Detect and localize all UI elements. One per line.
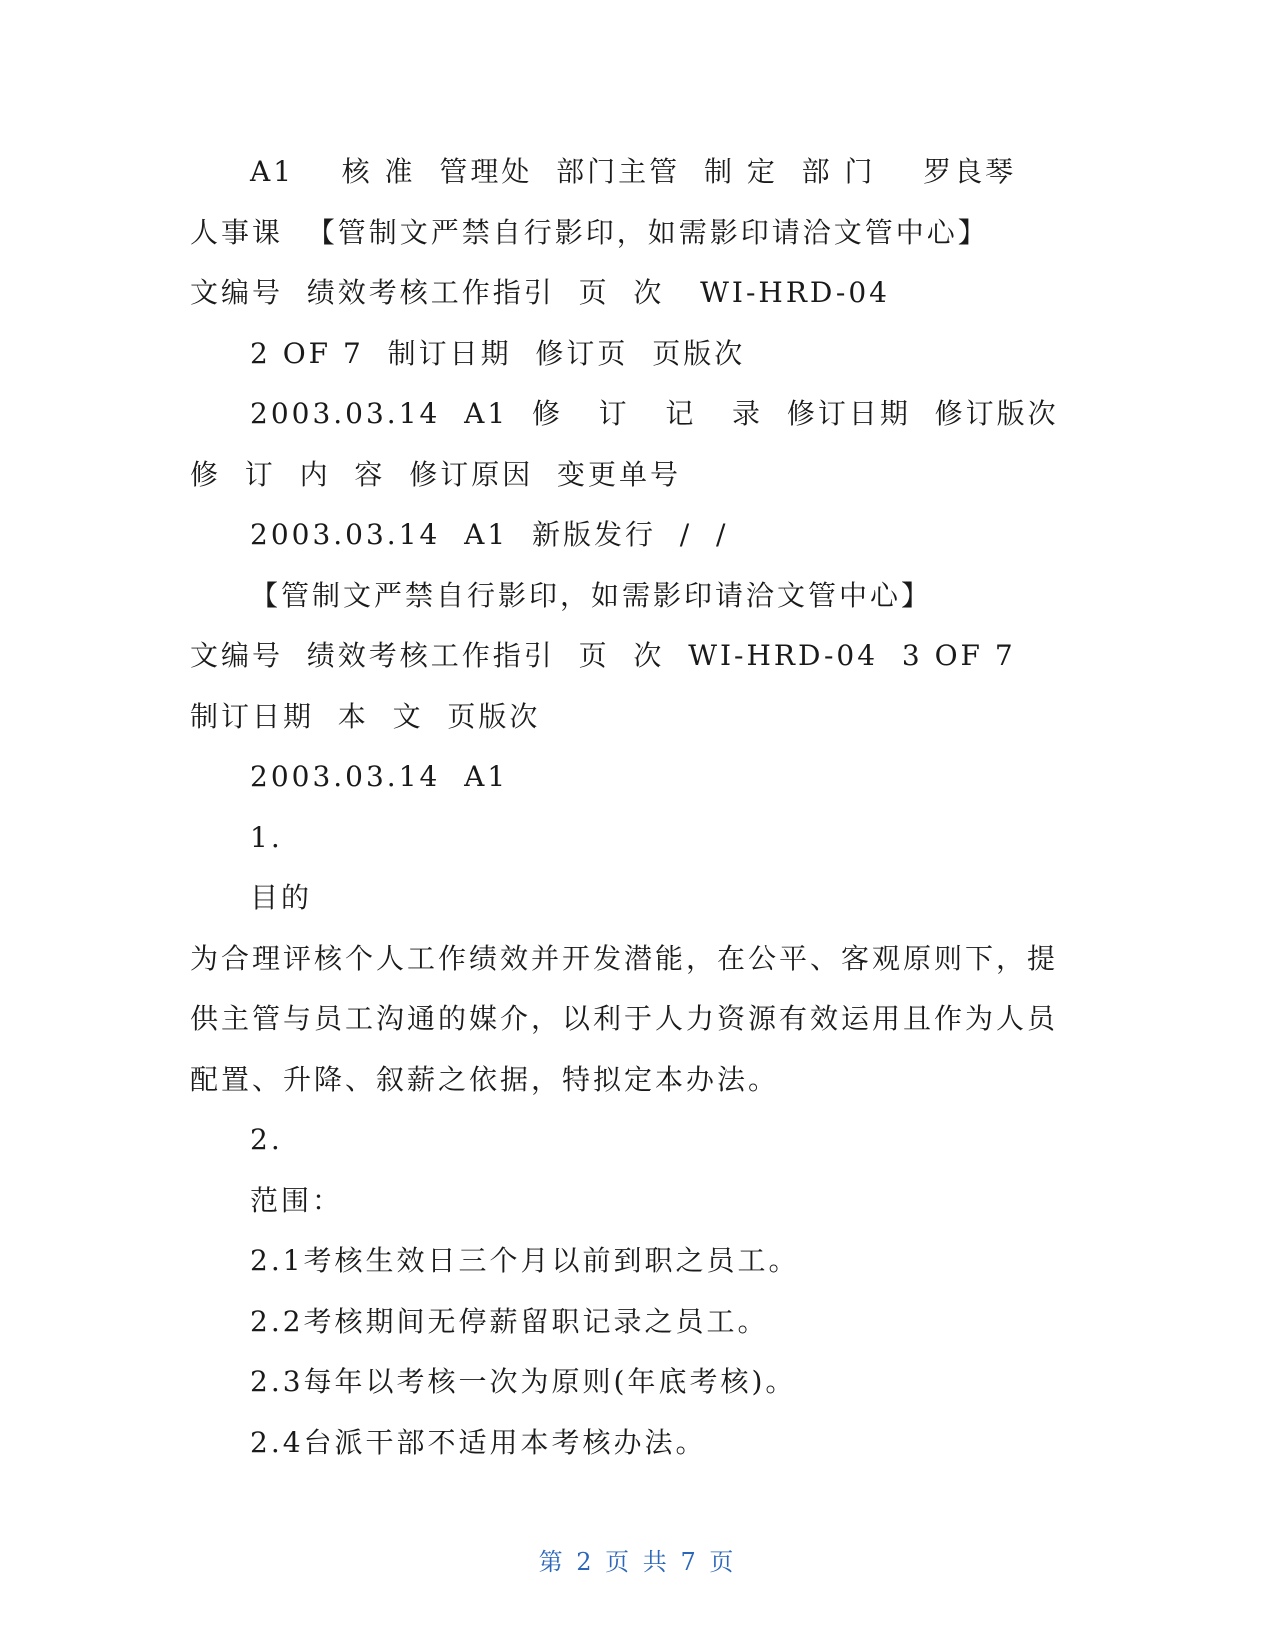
text-line: A1 核 准 管理处 部门主管 制 定 部 门 罗良琴 <box>250 155 1017 188</box>
text-line: 1. <box>250 820 283 854</box>
text-line: 2.2考核期间无停薪留职记录之员工。 <box>250 1304 769 1338</box>
text-line: 2 OF 7 制订日期 修订页 页版次 <box>250 336 746 370</box>
text-line: 2.1考核生效日三个月以前到职之员工。 <box>250 1244 800 1277</box>
text-line: 文编号 绩效考核工作指引 页 次 WI-HRD-04 <box>190 276 890 309</box>
text-line: 【管制文严禁自行影印，如需影印请洽文管中心】 <box>250 578 933 612</box>
text-line: 2003.03.14 A1 新版发行 / / <box>250 518 729 551</box>
text-line: 范围： <box>250 1183 344 1217</box>
text-line: 配置、升降、叙薪之依据，特拟定本办法。 <box>190 1062 780 1096</box>
text-line: 为合理评核个人工作绩效并开发潜能，在公平、客观原则下，提 <box>190 941 1059 975</box>
text-line: 2.3每年以考核一次为原则(年底考核)。 <box>250 1365 797 1398</box>
text-line: 文编号 绩效考核工作指引 页 次 WI-HRD-04 3 OF 7 <box>190 639 1016 672</box>
text-line: 2003.03.14 A1 修 订 记 录 修订日期 修订版次 <box>250 397 1059 430</box>
text-line: 供主管与员工沟通的媒介，以利于人力资源有效运用且作为人员 <box>190 1002 1059 1035</box>
text-line: 目的 <box>250 881 313 914</box>
page-footer: 第 2 页 共 7 页 <box>538 1548 737 1576</box>
text-line: 2.4台派干部不适用本考核办法。 <box>250 1425 707 1459</box>
text-line: 人事课 【管制文严禁自行影印，如需影印请洽文管中心】 <box>190 215 989 249</box>
text-line: 修 订 内 容 修订原因 变更单号 <box>190 457 682 491</box>
text-line: 2. <box>250 1123 283 1156</box>
document-body <box>190 142 1090 1473</box>
text-line: 2003.03.14 A1 <box>250 760 509 793</box>
text-line: 制订日期 本 文 页版次 <box>190 699 541 733</box>
